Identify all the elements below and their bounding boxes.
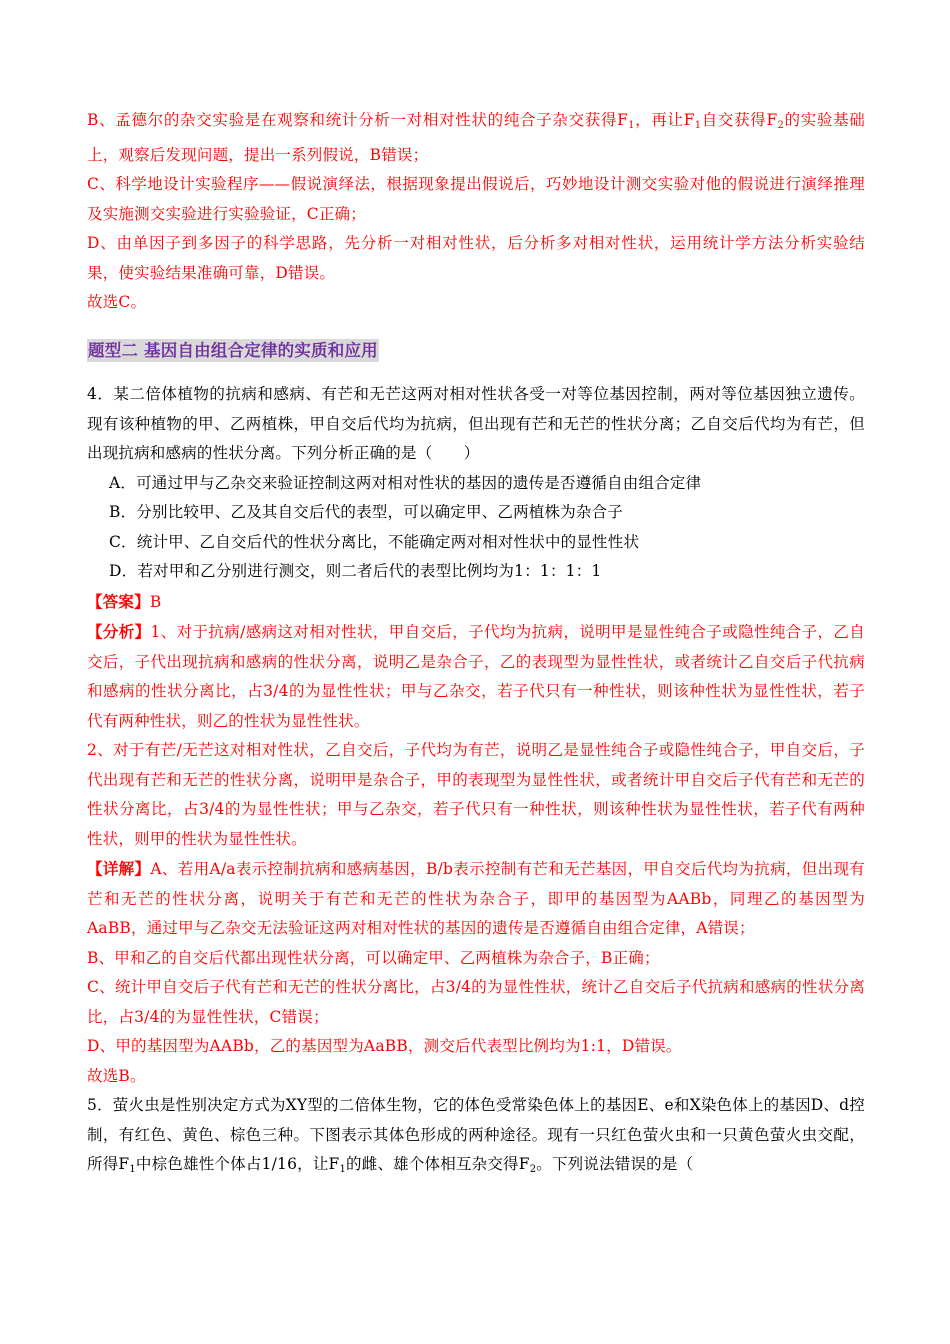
detail-tag: 【详解】: [87, 859, 151, 878]
page-content: [87, 106, 865, 1185]
q4-detail-c: C、统计甲自交后子代有芒和无芒的性状分离比，占3/4的为显性性状，统计乙自交后子代抗病和感病的性状分离比，占3/4的为显性性状，C错误；: [87, 978, 865, 1026]
q4-analysis-1: 【分析】1、对于抗病/感病这对相对性状，甲自交后，子代均为抗病，说明甲是显性纯合子或隐性纯合子，乙自交后，子代出现抗病和感病的性状分离，说明乙是杂合子，乙的表现型为显性性状，或者统计乙自交后子代抗病和感病的性状分离比，占3/4的为显性性状；甲与乙杂交，若子代只有一种性状，则该种性状为显性性状，若子代有两种性状，则乙的性状为显性性状。: [87, 622, 865, 730]
q4-option-d: D．若对甲和乙分别进行测交，则二者后代的表型比例均为1：1：1：1: [109, 562, 602, 580]
q4-detail-a: 【详解】A、若用A/a表示控制抗病和感病基因，B/b表示控制有芒和无芒基因，甲自交后代均为抗病，但出现有芒和无芒的性状分离，说明关于有芒和无芒的性状为杂合子，即甲的基因型为AABb，同理乙的基因型为AaBB，通过甲与乙杂交无法验证这两对相对性状的基因的遗传是否遵循自由组合定律，A错误；: [87, 859, 865, 937]
prev-conclusion: 故选C。: [87, 293, 147, 311]
q4-detail-b: B、甲和乙的自交后代都出现性状分离，可以确定甲、乙两植株为杂合子，B正确；: [87, 948, 660, 967]
q4-detail-d: D、甲的基因型为AABb，乙的基因型为AaBB，测交后代表型比例均为1:1，D错误。: [87, 1037, 682, 1055]
prev-analysis-b: B、孟德尔的杂交实验是在观察和统计分析一对相对性状的纯合子杂交获得$F_1$，再让$F_1$自交获得$F_2$的实验基础上，观察后发现问题，提出一系列假说，B错误；: [87, 111, 865, 164]
prev-analysis-c: C、科学地设计实验程序——假说演绎法，根据现象提出假说后，巧妙地设计测交实验对他的假说进行演绎推理及实施测交实验进行实验验证，C正确；: [87, 175, 865, 223]
answer-tag: 【答案】: [87, 591, 150, 611]
prev-analysis-d: D、由单因子到多因子的科学思路，先分析一对相对性状，后分析多对相对性状，运用统计学方法分析实验结果，使实验结果准确可靠，D错误。: [87, 234, 865, 282]
section-heading: 题型二 基因自由组合定律的实质和应用: [88, 340, 378, 360]
q4-conclusion: 故选B。: [87, 1066, 146, 1085]
q4-stem: 4．某二倍体植物的抗病和感病、有芒和无芒这两对相对性状各受一对等位基因控制，两对等位基因独立遗传。现有该种植物的甲、乙两植株，甲自交后代均为抗病，但出现有芒和无芒的性状分离；乙自交后代均为有芒，但出现抗病和感病的性状分离。下列分析正确的是（ ）: [87, 385, 865, 462]
q4-answer: [87, 587, 865, 618]
q5-stem: 5．萤火虫是性别决定方式为XY型的二倍体生物，它的体色受常染色体上的基因E、e和X染色体上的基因D、d控制，有红色、黄色、棕色三种。下图表示其体色形成的两种途径。现有一只红色萤火虫和一只黄色萤火虫交配，所得$F_1$中棕色雄性个体占1/16，让$F_1$的雌、雄个体相互杂交得$F_2$。下列说法错误的是（: [87, 1096, 865, 1175]
q4-option-a: A．可通过甲与乙杂交来验证控制这两对相对性状的基因的遗传是否遵循自由组合定律: [109, 473, 702, 492]
q4-option-c: C．统计甲、乙自交后代的性状分离比，不能确定两对相对性状中的显性性状: [109, 532, 640, 551]
q4-analysis-2: 2、对于有芒/无芒这对相对性状，乙自交后，子代均为有芒，说明乙是显性纯合子或隐性纯合子，甲自交后，子代出现有芒和无芒的性状分离，说明甲是杂合子，甲的表现型为显性性状，或者统计甲自交后子代有芒和无芒的性状分离比，占3/4的为显性性状；甲与乙杂交，若子代只有一种性状，则该种性状为显性性状，若子代有两种性状，则甲的性状为显性性状。: [87, 741, 865, 848]
analysis-tag: 【分析】: [87, 622, 151, 641]
answer-value: B: [149, 592, 162, 611]
q4-option-b: B．分别比较甲、乙及其自交后代的表型，可以确定甲、乙两植株为杂合子: [109, 503, 623, 521]
